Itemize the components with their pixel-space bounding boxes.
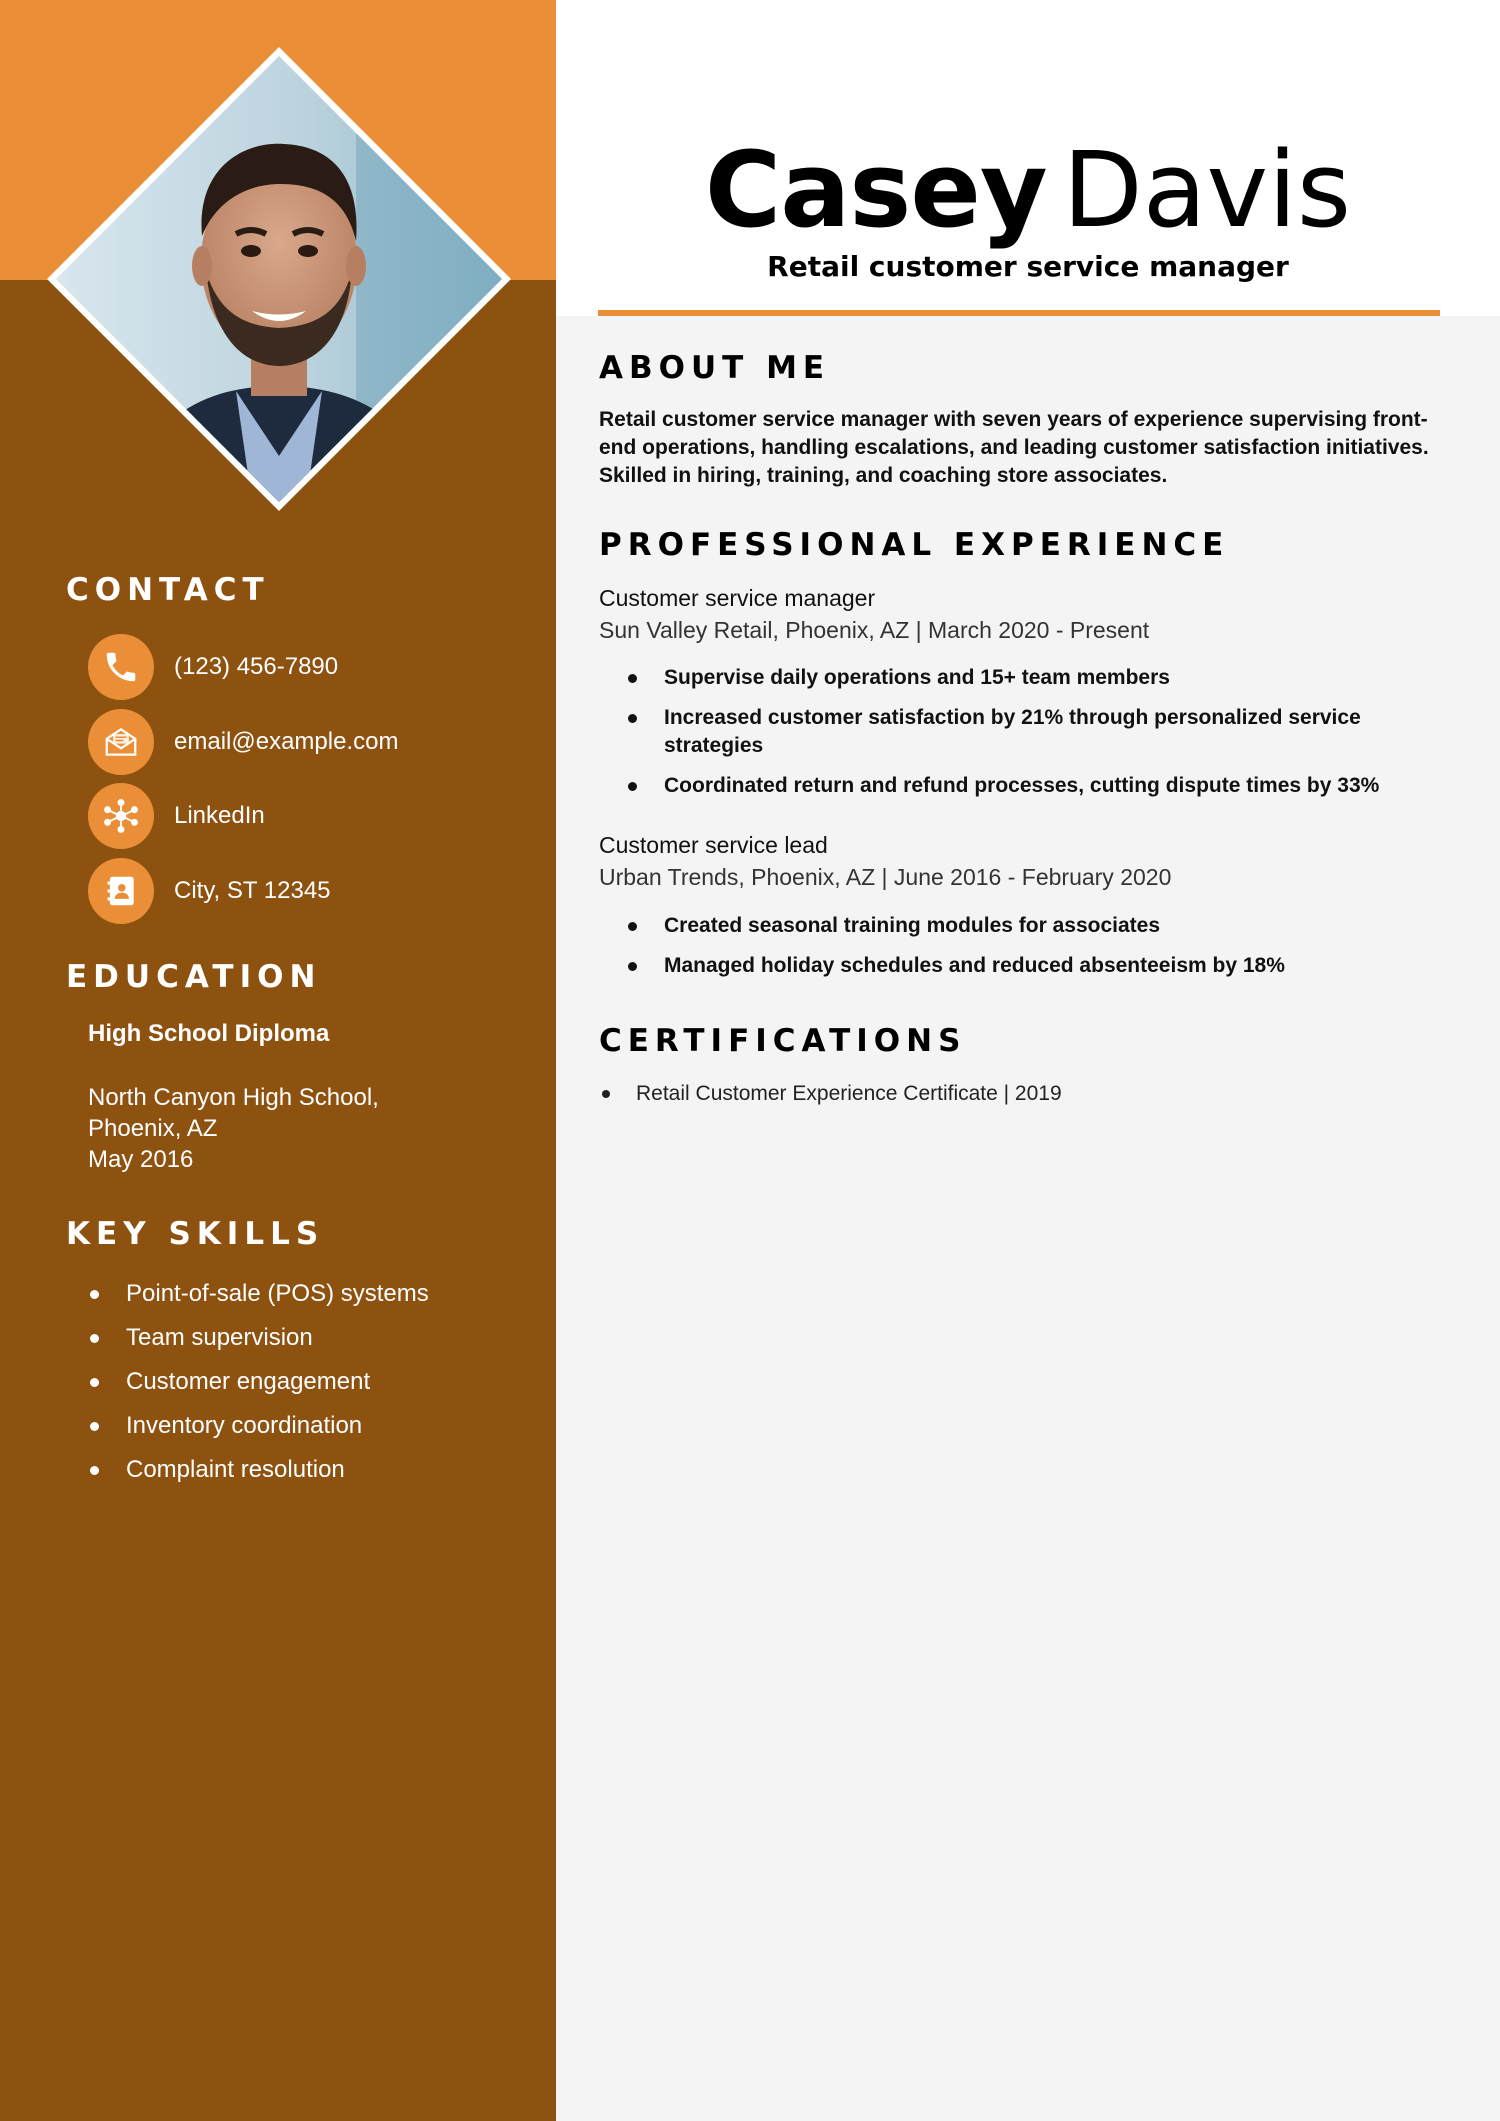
list-item: Supervise daily operations and 15+ team members	[628, 664, 1428, 692]
job-1-title: Customer service manager	[599, 585, 876, 611]
header-divider	[598, 310, 1440, 316]
phone-text: (123) 456-7890	[174, 653, 339, 680]
contact-heading: CONTACT	[66, 572, 270, 608]
job-title: Retail customer service manager	[767, 250, 1289, 283]
list-item: Retail Customer Experience Certificate | 2019	[600, 1080, 1430, 1108]
education-date: May 2016	[88, 1146, 194, 1173]
education-location: Phoenix, AZ	[88, 1115, 218, 1142]
about-text: Retail customer service manager with seven years of experience supervising front-end operations, handling escalations, and leading customer satisfaction initiatives. Skilled in hiring, training, and coaching store associates.	[599, 408, 1429, 487]
contact-phone[interactable]	[88, 634, 528, 700]
email-icon	[88, 709, 154, 775]
contact-linkedin[interactable]	[88, 783, 528, 849]
education-heading: EDUCATION	[66, 959, 322, 995]
skills-list	[88, 1272, 429, 1492]
education-degree: High School Diploma	[88, 1020, 330, 1047]
last-name: Davis	[1062, 129, 1352, 251]
candidate-name	[556, 130, 1500, 250]
about-heading: ABOUT ME	[599, 350, 831, 386]
job-2-title: Customer service lead	[599, 832, 828, 858]
certifications-list	[600, 1080, 1430, 1108]
job-1-bullets	[628, 664, 1428, 812]
linkedin-text: LinkedIn	[174, 802, 265, 829]
education-details	[88, 1082, 379, 1175]
job-2-meta: Urban Trends, Phoenix, AZ | June 2016 - February 2020	[599, 864, 1172, 890]
contact-email[interactable]	[88, 709, 528, 775]
address-book-icon	[88, 858, 154, 924]
list-item: Managed holiday schedules and reduced absenteeism by 18%	[628, 952, 1428, 980]
skills-heading: KEY SKILLS	[66, 1216, 325, 1252]
contact-address	[88, 858, 528, 924]
list-item: Coordinated return and refund processes, cutting dispute times by 33%	[628, 772, 1428, 800]
phone-icon	[88, 634, 154, 700]
email-text: email@example.com	[174, 728, 399, 755]
experience-heading: PROFESSIONAL EXPERIENCE	[599, 527, 1230, 563]
education-school: North Canyon High School,	[88, 1084, 379, 1111]
network-icon	[88, 783, 154, 849]
address-text: City, ST 12345	[174, 877, 331, 904]
first-name: Casey	[704, 129, 1047, 251]
certifications-heading: CERTIFICATIONS	[599, 1023, 967, 1059]
job-1-meta: Sun Valley Retail, Phoenix, AZ | March 2020 - Present	[599, 617, 1150, 643]
skill-item: Team supervision	[88, 1316, 429, 1360]
skill-item: Point-of-sale (POS) systems	[88, 1272, 429, 1316]
list-item: Increased customer satisfaction by 21% through personalized service strategies	[628, 704, 1428, 760]
list-item: Created seasonal training modules for associates	[628, 912, 1428, 940]
skill-item: Inventory coordination	[88, 1404, 429, 1448]
skill-item: Complaint resolution	[88, 1448, 429, 1492]
skill-item: Customer engagement	[88, 1360, 429, 1404]
job-2-bullets	[628, 912, 1428, 992]
